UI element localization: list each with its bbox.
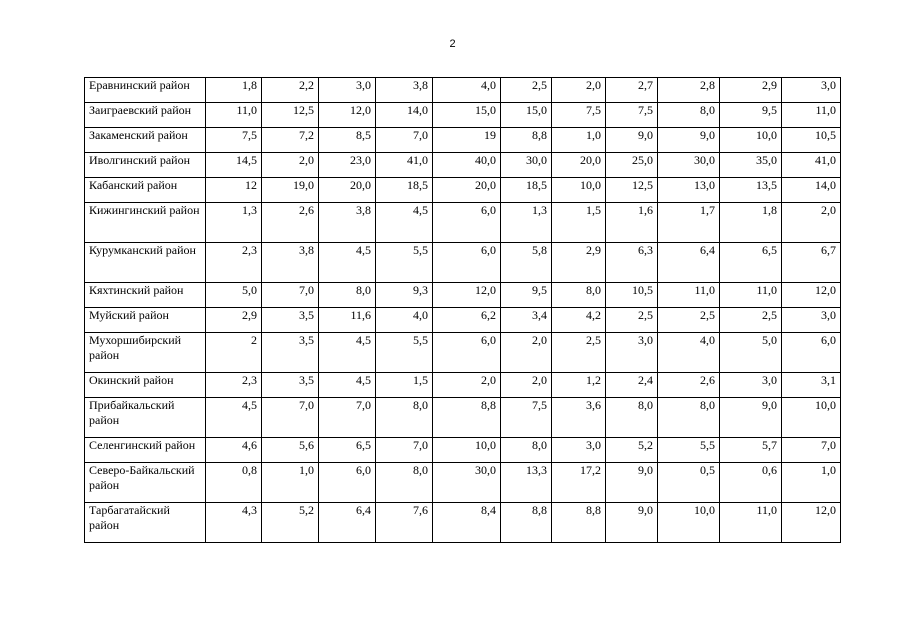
value-cell: 20,0 bbox=[319, 178, 376, 203]
value-cell: 8,0 bbox=[376, 398, 433, 438]
value-cell: 30,0 bbox=[658, 153, 720, 178]
value-cell: 2,0 bbox=[501, 373, 552, 398]
value-cell: 9,0 bbox=[606, 503, 658, 543]
value-cell: 12,0 bbox=[433, 283, 501, 308]
value-cell: 19,0 bbox=[262, 178, 319, 203]
value-cell: 2,5 bbox=[658, 308, 720, 333]
value-cell: 9,0 bbox=[606, 128, 658, 153]
value-cell: 9,0 bbox=[606, 463, 658, 503]
value-cell: 14,5 bbox=[206, 153, 262, 178]
value-cell: 7,5 bbox=[206, 128, 262, 153]
value-cell: 30,0 bbox=[501, 153, 552, 178]
value-cell: 5,0 bbox=[206, 283, 262, 308]
value-cell: 7,0 bbox=[376, 438, 433, 463]
value-cell: 2,4 bbox=[606, 373, 658, 398]
district-name-cell: Кабанский район bbox=[85, 178, 206, 203]
value-cell: 18,5 bbox=[376, 178, 433, 203]
value-cell: 8,5 bbox=[319, 128, 376, 153]
value-cell: 5,5 bbox=[658, 438, 720, 463]
value-cell: 9,3 bbox=[376, 283, 433, 308]
district-name-cell: Кяхтинский район bbox=[85, 283, 206, 308]
value-cell: 12,0 bbox=[782, 283, 841, 308]
value-cell: 4,0 bbox=[433, 78, 501, 103]
table-row bbox=[85, 333, 841, 373]
value-cell: 2,9 bbox=[206, 308, 262, 333]
value-cell: 1,0 bbox=[262, 463, 319, 503]
value-cell: 6,0 bbox=[319, 463, 376, 503]
value-cell: 9,5 bbox=[501, 283, 552, 308]
value-cell: 4,6 bbox=[206, 438, 262, 463]
value-cell: 11,0 bbox=[658, 283, 720, 308]
value-cell: 13,3 bbox=[501, 463, 552, 503]
value-cell: 12,5 bbox=[606, 178, 658, 203]
value-cell: 11,0 bbox=[720, 503, 782, 543]
value-cell: 3,0 bbox=[319, 78, 376, 103]
value-cell: 2,6 bbox=[262, 203, 319, 243]
value-cell: 4,0 bbox=[376, 308, 433, 333]
value-cell: 11,0 bbox=[206, 103, 262, 128]
district-name-cell: Селенгинский район bbox=[85, 438, 206, 463]
value-cell: 1,2 bbox=[552, 373, 606, 398]
value-cell: 3,8 bbox=[319, 203, 376, 243]
value-cell: 19 bbox=[433, 128, 501, 153]
value-cell: 9,0 bbox=[720, 398, 782, 438]
value-cell: 13,0 bbox=[658, 178, 720, 203]
value-cell: 8,4 bbox=[433, 503, 501, 543]
value-cell: 4,2 bbox=[552, 308, 606, 333]
value-cell: 7,0 bbox=[319, 398, 376, 438]
value-cell: 2,0 bbox=[552, 78, 606, 103]
value-cell: 11,0 bbox=[782, 103, 841, 128]
value-cell: 14,0 bbox=[376, 103, 433, 128]
value-cell: 10,0 bbox=[658, 503, 720, 543]
table-row bbox=[85, 178, 841, 203]
value-cell: 5,7 bbox=[720, 438, 782, 463]
value-cell: 6,0 bbox=[782, 333, 841, 373]
value-cell: 5,5 bbox=[376, 243, 433, 283]
value-cell: 12 bbox=[206, 178, 262, 203]
value-cell: 2,5 bbox=[720, 308, 782, 333]
value-cell: 23,0 bbox=[319, 153, 376, 178]
value-cell: 10,0 bbox=[552, 178, 606, 203]
district-name-cell: Тарбагатайский район bbox=[85, 503, 206, 543]
value-cell: 10,5 bbox=[782, 128, 841, 153]
district-name-cell: Заиграевский район bbox=[85, 103, 206, 128]
page-number: 2 bbox=[449, 38, 456, 50]
value-cell: 10,0 bbox=[720, 128, 782, 153]
value-cell: 2,2 bbox=[262, 78, 319, 103]
value-cell: 2,5 bbox=[501, 78, 552, 103]
value-cell: 2,7 bbox=[606, 78, 658, 103]
table-row bbox=[85, 203, 841, 243]
table-row bbox=[85, 103, 841, 128]
value-cell: 4,5 bbox=[319, 333, 376, 373]
value-cell: 4,5 bbox=[376, 203, 433, 243]
value-cell: 8,0 bbox=[376, 463, 433, 503]
value-cell: 7,0 bbox=[262, 398, 319, 438]
district-data-table bbox=[84, 77, 841, 543]
value-cell: 2,5 bbox=[552, 333, 606, 373]
table-row bbox=[85, 153, 841, 178]
value-cell: 6,0 bbox=[433, 203, 501, 243]
value-cell: 12,0 bbox=[319, 103, 376, 128]
value-cell: 3,8 bbox=[262, 243, 319, 283]
value-cell: 40,0 bbox=[433, 153, 501, 178]
value-cell: 0,8 bbox=[206, 463, 262, 503]
table-row bbox=[85, 438, 841, 463]
value-cell: 20,0 bbox=[552, 153, 606, 178]
value-cell: 2,3 bbox=[206, 243, 262, 283]
value-cell: 1,5 bbox=[552, 203, 606, 243]
value-cell: 4,3 bbox=[206, 503, 262, 543]
table-row bbox=[85, 398, 841, 438]
value-cell: 8,8 bbox=[433, 398, 501, 438]
value-cell: 2,9 bbox=[552, 243, 606, 283]
value-cell: 7,5 bbox=[552, 103, 606, 128]
value-cell: 25,0 bbox=[606, 153, 658, 178]
value-cell: 7,5 bbox=[606, 103, 658, 128]
value-cell: 1,8 bbox=[720, 203, 782, 243]
value-cell: 2,0 bbox=[433, 373, 501, 398]
value-cell: 2,3 bbox=[206, 373, 262, 398]
district-name-cell: Закаменский район bbox=[85, 128, 206, 153]
value-cell: 2,9 bbox=[720, 78, 782, 103]
district-name-cell: Муйский район bbox=[85, 308, 206, 333]
table-row bbox=[85, 503, 841, 543]
value-cell: 3,4 bbox=[501, 308, 552, 333]
district-name-cell: Иволгинский район bbox=[85, 153, 206, 178]
value-cell: 15,0 bbox=[433, 103, 501, 128]
table-row bbox=[85, 283, 841, 308]
value-cell: 6,4 bbox=[319, 503, 376, 543]
value-cell: 10,0 bbox=[433, 438, 501, 463]
value-cell: 9,0 bbox=[658, 128, 720, 153]
value-cell: 6,4 bbox=[658, 243, 720, 283]
value-cell: 7,2 bbox=[262, 128, 319, 153]
district-name-cell: Окинский район bbox=[85, 373, 206, 398]
value-cell: 8,0 bbox=[319, 283, 376, 308]
value-cell: 1,7 bbox=[658, 203, 720, 243]
value-cell: 8,0 bbox=[501, 438, 552, 463]
value-cell: 4,5 bbox=[206, 398, 262, 438]
value-cell: 3,0 bbox=[782, 78, 841, 103]
district-name-cell: Курумканский район bbox=[85, 243, 206, 283]
value-cell: 3,5 bbox=[262, 373, 319, 398]
table-row bbox=[85, 128, 841, 153]
value-cell: 3,8 bbox=[376, 78, 433, 103]
value-cell: 5,0 bbox=[720, 333, 782, 373]
value-cell: 3,5 bbox=[262, 333, 319, 373]
value-cell: 8,8 bbox=[501, 503, 552, 543]
value-cell: 18,5 bbox=[501, 178, 552, 203]
district-name-cell: Кижингинский район bbox=[85, 203, 206, 243]
value-cell: 35,0 bbox=[720, 153, 782, 178]
value-cell: 1,0 bbox=[782, 463, 841, 503]
district-name-cell: Еравнинский район bbox=[85, 78, 206, 103]
value-cell: 8,8 bbox=[501, 128, 552, 153]
value-cell: 1,6 bbox=[606, 203, 658, 243]
table-row bbox=[85, 308, 841, 333]
value-cell: 5,8 bbox=[501, 243, 552, 283]
value-cell: 6,5 bbox=[319, 438, 376, 463]
value-cell: 0,5 bbox=[658, 463, 720, 503]
value-cell: 2,0 bbox=[782, 203, 841, 243]
value-cell: 1,8 bbox=[206, 78, 262, 103]
value-cell: 3,0 bbox=[782, 308, 841, 333]
table-row bbox=[85, 78, 841, 103]
value-cell: 20,0 bbox=[433, 178, 501, 203]
value-cell: 6,3 bbox=[606, 243, 658, 283]
district-name-cell: Мухоршибирский район bbox=[85, 333, 206, 373]
value-cell: 6,5 bbox=[720, 243, 782, 283]
value-cell: 7,5 bbox=[501, 398, 552, 438]
value-cell: 14,0 bbox=[782, 178, 841, 203]
value-cell: 5,2 bbox=[262, 503, 319, 543]
district-name-cell: Северо-Байкальский район bbox=[85, 463, 206, 503]
value-cell: 11,6 bbox=[319, 308, 376, 333]
value-cell: 7,6 bbox=[376, 503, 433, 543]
value-cell: 12,0 bbox=[782, 503, 841, 543]
value-cell: 3,6 bbox=[552, 398, 606, 438]
value-cell: 6,2 bbox=[433, 308, 501, 333]
value-cell: 7,0 bbox=[782, 438, 841, 463]
value-cell: 4,0 bbox=[658, 333, 720, 373]
value-cell: 5,6 bbox=[262, 438, 319, 463]
value-cell: 10,0 bbox=[782, 398, 841, 438]
value-cell: 4,5 bbox=[319, 243, 376, 283]
value-cell: 4,5 bbox=[319, 373, 376, 398]
value-cell: 5,5 bbox=[376, 333, 433, 373]
value-cell: 41,0 bbox=[782, 153, 841, 178]
value-cell: 30,0 bbox=[433, 463, 501, 503]
value-cell: 7,0 bbox=[262, 283, 319, 308]
value-cell: 3,1 bbox=[782, 373, 841, 398]
value-cell: 8,0 bbox=[658, 103, 720, 128]
value-cell: 12,5 bbox=[262, 103, 319, 128]
value-cell: 5,2 bbox=[606, 438, 658, 463]
value-cell: 17,2 bbox=[552, 463, 606, 503]
value-cell: 7,0 bbox=[376, 128, 433, 153]
value-cell: 13,5 bbox=[720, 178, 782, 203]
value-cell: 8,0 bbox=[606, 398, 658, 438]
value-cell: 2 bbox=[206, 333, 262, 373]
value-cell: 2,5 bbox=[606, 308, 658, 333]
value-cell: 0,6 bbox=[720, 463, 782, 503]
value-cell: 3,0 bbox=[720, 373, 782, 398]
value-cell: 2,8 bbox=[658, 78, 720, 103]
district-name-cell: Прибайкальский район bbox=[85, 398, 206, 438]
value-cell: 8,0 bbox=[658, 398, 720, 438]
value-cell: 1,3 bbox=[501, 203, 552, 243]
table-row bbox=[85, 373, 841, 398]
value-cell: 15,0 bbox=[501, 103, 552, 128]
value-cell: 2,6 bbox=[658, 373, 720, 398]
value-cell: 3,0 bbox=[552, 438, 606, 463]
value-cell: 6,7 bbox=[782, 243, 841, 283]
value-cell: 41,0 bbox=[376, 153, 433, 178]
value-cell: 2,0 bbox=[262, 153, 319, 178]
value-cell: 9,5 bbox=[720, 103, 782, 128]
value-cell: 1,3 bbox=[206, 203, 262, 243]
value-cell: 1,5 bbox=[376, 373, 433, 398]
value-cell: 6,0 bbox=[433, 243, 501, 283]
value-cell: 10,5 bbox=[606, 283, 658, 308]
value-cell: 2,0 bbox=[501, 333, 552, 373]
value-cell: 11,0 bbox=[720, 283, 782, 308]
value-cell: 8,0 bbox=[552, 283, 606, 308]
table-row bbox=[85, 463, 841, 503]
value-cell: 8,8 bbox=[552, 503, 606, 543]
value-cell: 3,0 bbox=[606, 333, 658, 373]
table-row bbox=[85, 243, 841, 283]
value-cell: 3,5 bbox=[262, 308, 319, 333]
value-cell: 1,0 bbox=[552, 128, 606, 153]
value-cell: 6,0 bbox=[433, 333, 501, 373]
